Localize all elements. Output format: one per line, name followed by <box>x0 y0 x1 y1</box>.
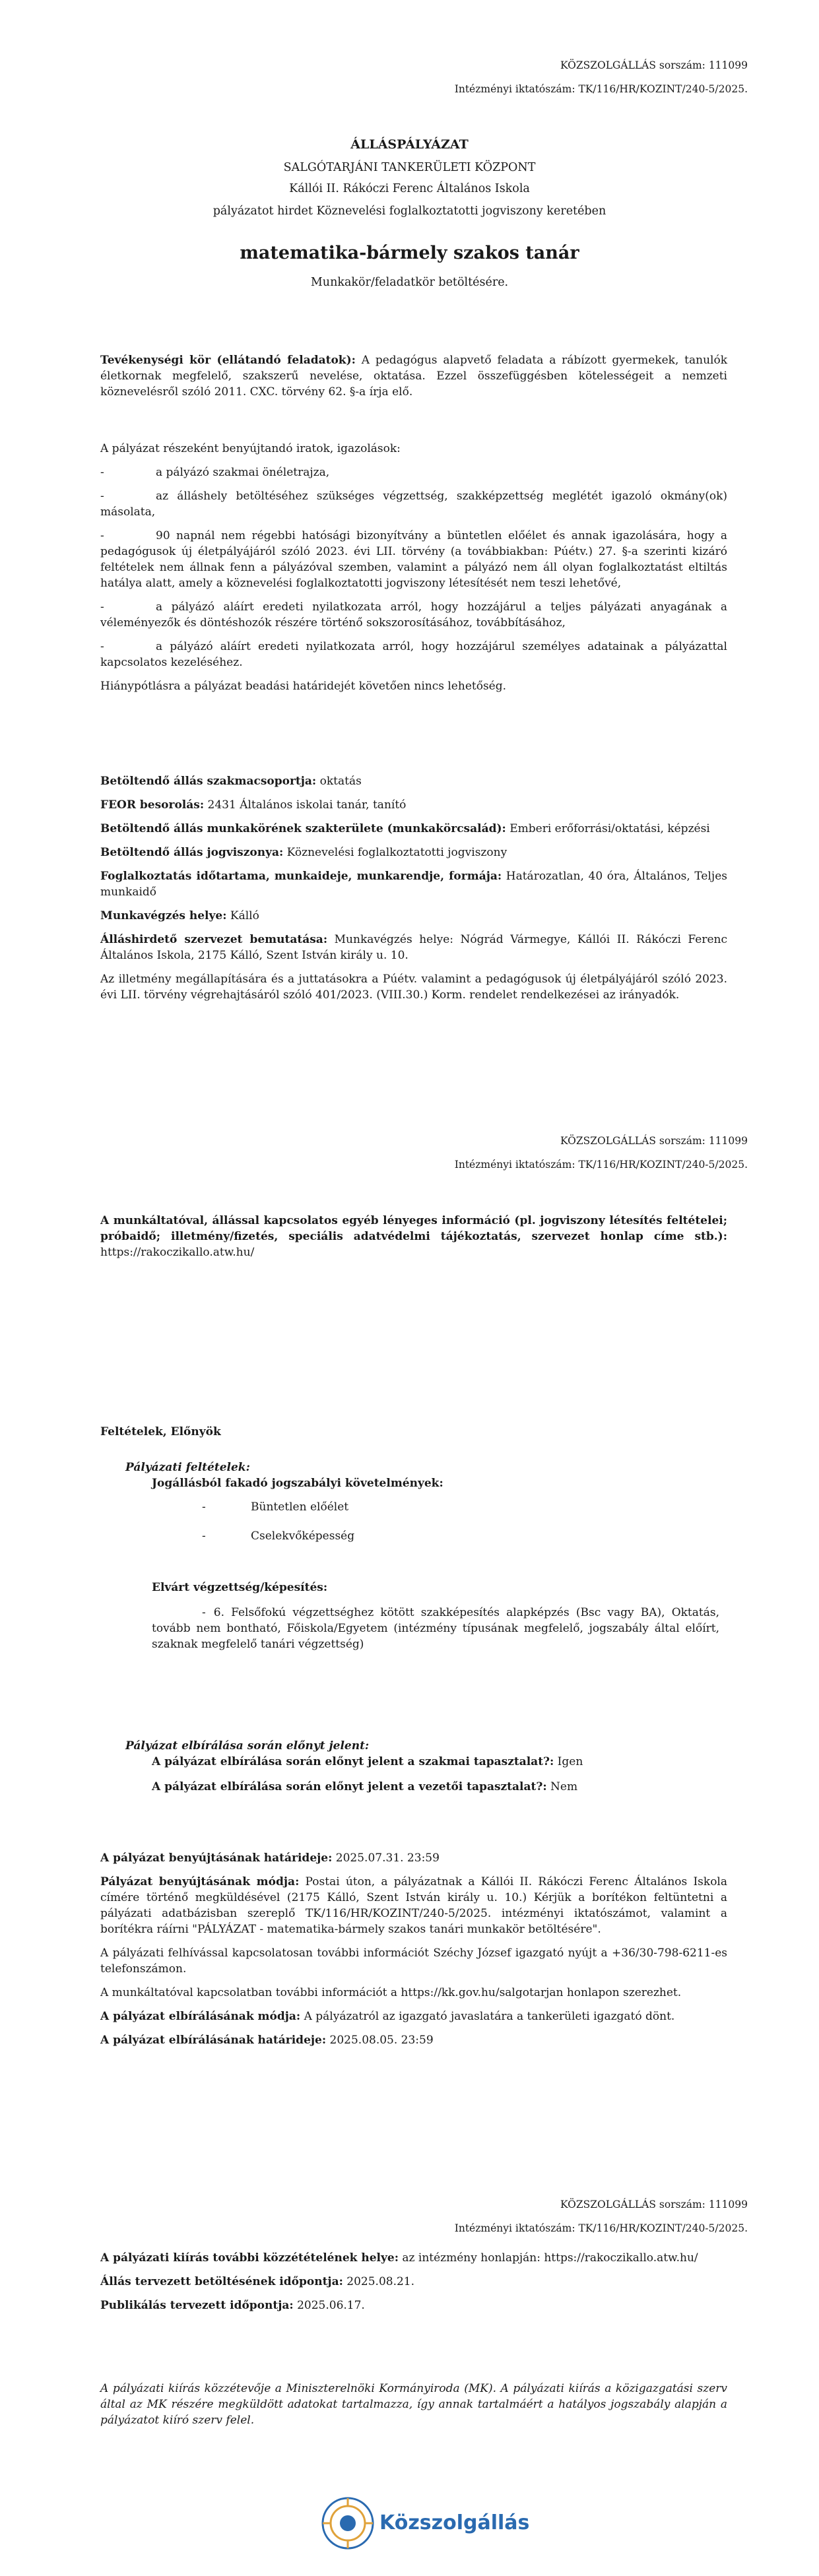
salary-note: Az illetmény megállapítására és a juttatásokra a Púétv. valamint a pedagógusok új életpályájáról szóló 2023. évi LII. törvény végrehajtásáról szóló 401/2023. (VIII.30.) Korm. rendelet rendelkezései az irányadók. <box>100 973 727 1002</box>
requirements-heading: Pályázati feltételek: <box>125 1461 250 1474</box>
bullet-dash: - <box>202 1530 206 1543</box>
serial-label: KÖZSZOLGÁLLÁS sorszám: 111099 <box>560 59 748 71</box>
duties-text: A pedagógus alapvető feladata a rábízott gyermekek, tanulók életkornak megfelelő, szakszerű nevelése, oktatása. Ezzel összefüggésben kötelességeit a nemzeti köznevelésről szóló 2011. CXC. törvény 62. §-a írja elő. <box>100 354 728 399</box>
publication-row: A pályázati kiírás további közzétételének helye: az intézmény honlapján: https://rakoczikallo.atw.hu/ <box>100 2251 698 2265</box>
kozszolgallas-logo <box>320 2492 530 2555</box>
kozszolgallas-emblem-icon <box>320 2496 376 2551</box>
advantage-item: A pályázat elbírálása során előnyt jelent a szakmai tapasztalat?: Igen <box>152 1755 583 1768</box>
title-intro: pályázatot hirdet Köznevelési foglalkoztatotti jogviszony keretében <box>213 205 606 218</box>
ref-label: Intézményi iktatószám: TK/116/HR/KOZINT/240-5/2025. <box>454 2222 748 2234</box>
detail-row: FEOR besorolás: 2431 Általános iskolai tanár, tanító <box>100 798 407 812</box>
details-section <box>100 773 727 1011</box>
more-info-label: A munkáltatóval, állással kapcsolatos egyéb lényeges információ (pl. jogviszony létesítés feltételei; próbaidő; illetmény/fizetés, speciális adatvédelmi tájékoztatás, szervezet honlap címe stb.): <box>100 1214 727 1243</box>
detail-row: Betöltendő állás munkakörének szakterülete (munkakörcsalád): Emberi erőforrási/oktatási, képzési <box>100 822 710 835</box>
detail-row: Betöltendő állás jogviszonya: Köznevelési foglalkoztatotti jogviszony <box>100 846 508 859</box>
legal-item: Büntetlen előélet <box>251 1500 349 1514</box>
advantage-item: A pályázat elbírálása során előnyt jelent a vezetői tapasztalat?: Nem <box>152 1780 578 1793</box>
documents-section <box>100 441 727 702</box>
submission-row: Pályázat benyújtásának módja: Postai úton, a pályázatnak a Kállói II. Rákóczi Ferenc Általános Iskola címére történő megküldésével (2175 Kálló, Szent István király u. 10.) Kérjük a borítékon feltüntetni a pályázati adatbázisban szereplő TK/116/HR/KOZINT/240-5/2025. intézményi iktatószámot, valamint a borítékra ráírni "PÁLYÁZAT - matematika-bármely szakos tanári munkakör betöltésére". <box>100 1875 727 1936</box>
advantages-heading: Pályázat elbírálása során előnyt jelent: <box>125 1739 370 1753</box>
detail-row: Munkavégzés helye: Kálló <box>100 909 259 922</box>
disclaimer: A pályázati kiírás közzétevője a Miniszterelnöki Kormányiroda (MK). A pályázati kiírás a közigazgatási szerv által az MK részére megküldött adatokat tartalmazza, így annak tartalmáért a hatályos jogszabály alapján a pályázatot kiíró szerv felel. <box>100 2382 727 2427</box>
serial-label: KÖZSZOLGÁLLÁS sorszám: 111099 <box>560 1135 748 1147</box>
title-kind: ÁLLÁSPÁLYÁZAT <box>350 137 469 152</box>
detail-row: Foglalkoztatás időtartama, munkaideje, munkarendje, formája: Határozatlan, 40 óra, Általános, Teljes munkaidő <box>100 870 727 899</box>
document-item: - a pályázó aláírt eredeti nyilatkozata arról, hogy hozzájárul a teljes pályázati anyagának a véleményezők és döntéshozók részére történő sokszorosításához, továbbításához, <box>100 600 727 629</box>
submission-row: A pályázati felhívással kapcsolatosan további információt Széchy József igazgató nyújt a +36/30-798-6211-es telefonszámon. <box>100 1947 727 1976</box>
ref-label: Intézményi iktatószám: TK/116/HR/KOZINT/240-5/2025. <box>454 83 748 95</box>
legal-item: Cselekvőképesség <box>251 1530 355 1543</box>
submission-row: A pályázat elbírálásának módja: A pályázatról az igazgató javaslatára a tankerületi igazgató dönt. <box>100 2010 675 2023</box>
page-header-2 <box>455 1134 748 1172</box>
detail-row: Álláshirdető szervezet bemutatása: Munkavégzés helye: Nógrád Vármegye, Kállói II. Rákóczi Ferenc Általános Iskola, 2175 Kálló, Szent István király u. 10. <box>100 933 728 962</box>
document-item: - az álláshely betöltéséhez szükséges végzettség, szakképzettség meglétét igazoló okmány(ok) másolata, <box>100 490 727 519</box>
documents-intro: A pályázat részeként benyújtandó iratok, igazolások: <box>100 442 401 455</box>
page-header-1 <box>455 58 748 96</box>
duties-label: Tevékenységi kör (ellátandó feladatok): <box>100 354 356 367</box>
document-item: - a pályázó szakmai önéletrajza, <box>100 466 330 479</box>
document-item: - a pályázó aláírt eredeti nyilatkozata arról, hogy hozzájárul személyes adatainak a pályázattal kapcsolatos kezeléséhez. <box>100 640 727 669</box>
document-item: - 90 napnál nem régebbi hatósági bizonyítvány a büntetlen előélet és annak igazolására, hogy a pedagógusok új életpályájáról szóló 2023. évi LII. törvény (a továbbiakban: Púétv.) 27. §-a szerinti kizáró feltételek nem állnak fenn a pályázóval szemben, valamint a pályázó nem áll olyan foglalkoztatást eltiltás hatálya alatt, amely a köznevelési foglalkoztatotti jogviszony létesítését nem teszi lehetővé, <box>100 529 727 590</box>
submission-row: A pályázat elbírálásának határideje: 2025.08.05. 23:59 <box>100 2034 434 2047</box>
education-item: - 6. Felsőfokú végzettséghez kötött szakképesítés alapképzés (Bsc vagy BA), Oktatás, tovább nem bontható, Főiskola/Egyetem (intézmény típusának megfelelő, jogszabály által előírt, szaknak megfelelő tanári végzettség) <box>152 1606 719 1651</box>
logo-text: Közszolgállás <box>379 2511 530 2534</box>
title-school: Kállói II. Rákóczi Ferenc Általános Iskola <box>289 182 530 195</box>
more-info-link[interactable]: https://rakoczikallo.atw.hu/ <box>100 1246 255 1259</box>
documents-note: Hiánypótlásra a pályázat beadási határidejét követően nincs lehetőség. <box>100 680 507 693</box>
more-info-paragraph <box>100 1213 727 1260</box>
page-header-3 <box>455 2197 748 2236</box>
submission-row: A pályázat benyújtásának határideje: 2025.07.31. 23:59 <box>100 1852 440 1865</box>
ref-label: Intézményi iktatószám: TK/116/HR/KOZINT/240-5/2025. <box>454 1159 748 1171</box>
title-position: matematika-bármely szakos tanár <box>240 243 579 263</box>
detail-row: Betöltendő állás szakmacsoportja: oktatás <box>100 775 362 788</box>
submission-row: A munkáltatóval kapcsolatban további információt a https://kk.gov.hu/salgotarjan honlapon szerezhet. <box>100 1986 682 1999</box>
bullet-dash: - <box>202 1500 206 1514</box>
publication-section <box>100 2250 727 2321</box>
publication-row: Publikálás tervezett időpontja: 2025.06.17. <box>100 2299 365 2312</box>
publication-row: Állás tervezett betöltésének időpontja: 2025.08.21. <box>100 2275 415 2288</box>
title-org: SALGÓTARJÁNI TANKERÜLETI KÖZPONT <box>283 161 536 174</box>
submission-section <box>100 1850 727 2056</box>
title-subtitle: Munkakör/feladatkör betöltésére. <box>310 276 509 289</box>
education-heading: Elvárt végzettség/képesítés: <box>152 1581 328 1594</box>
duties-paragraph <box>100 352 727 400</box>
serial-label: KÖZSZOLGÁLLÁS sorszám: 111099 <box>560 2199 748 2210</box>
conditions-heading: Feltételek, Előnyök <box>100 1425 221 1438</box>
legal-heading: Jogállásból fakadó jogszabályi követelmények: <box>152 1477 443 1490</box>
